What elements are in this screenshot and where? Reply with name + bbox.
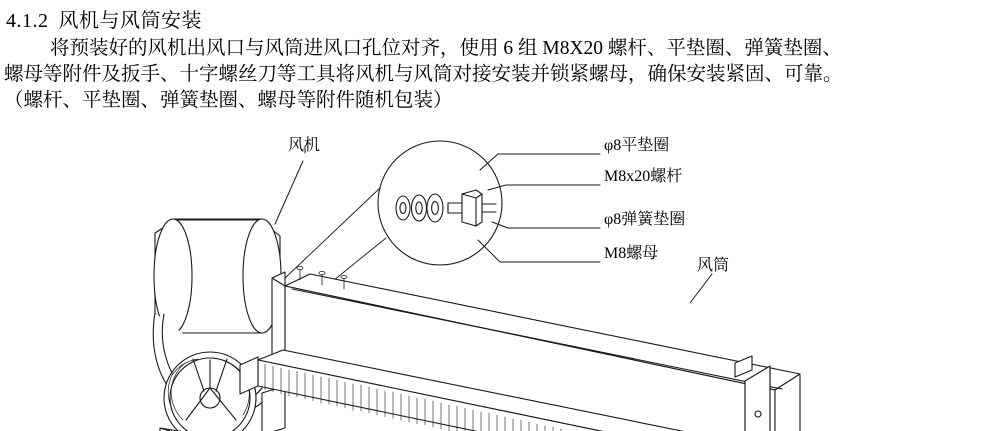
screw-label: M8x20螺杆 — [604, 168, 683, 185]
fan-assembly — [153, 219, 285, 431]
section-title: 风机与风筒安装 — [58, 10, 202, 32]
nut-label: M8螺母 — [604, 245, 659, 262]
body-paragraph-3: （螺杆、平垫圈、弹簧垫圈、螺母等附件随机包装） — [4, 90, 453, 111]
spring-washer-label: φ8弹簧垫圈 — [604, 211, 686, 228]
body-paragraph-1 — [4, 36, 996, 62]
flat-washer-label: φ8平垫圈 — [604, 137, 670, 154]
detail-callout-circle — [378, 141, 502, 265]
fan-label-leader — [275, 146, 305, 224]
fan-label: 风机 — [288, 137, 321, 154]
section-body — [4, 36, 996, 114]
body-paragraph-2: 螺母等附件及扳手、十字螺丝刀等工具将风机与风筒对接安装并锁紧螺母，确保安装紧固、可靠。 — [4, 64, 843, 85]
air-duct — [240, 266, 800, 431]
installation-diagram — [0, 128, 1000, 431]
section-heading — [6, 4, 202, 33]
duct-label: 风筒 — [697, 257, 730, 274]
duct-label-leader — [690, 274, 712, 303]
section-number: 4.1.2 — [6, 10, 49, 32]
paragraph-text: 将预装好的风机出风口与风筒进风口孔位对齐，使用 6 组 M8X20 螺杆、平垫圈、弹簧垫圈、 — [50, 38, 842, 59]
